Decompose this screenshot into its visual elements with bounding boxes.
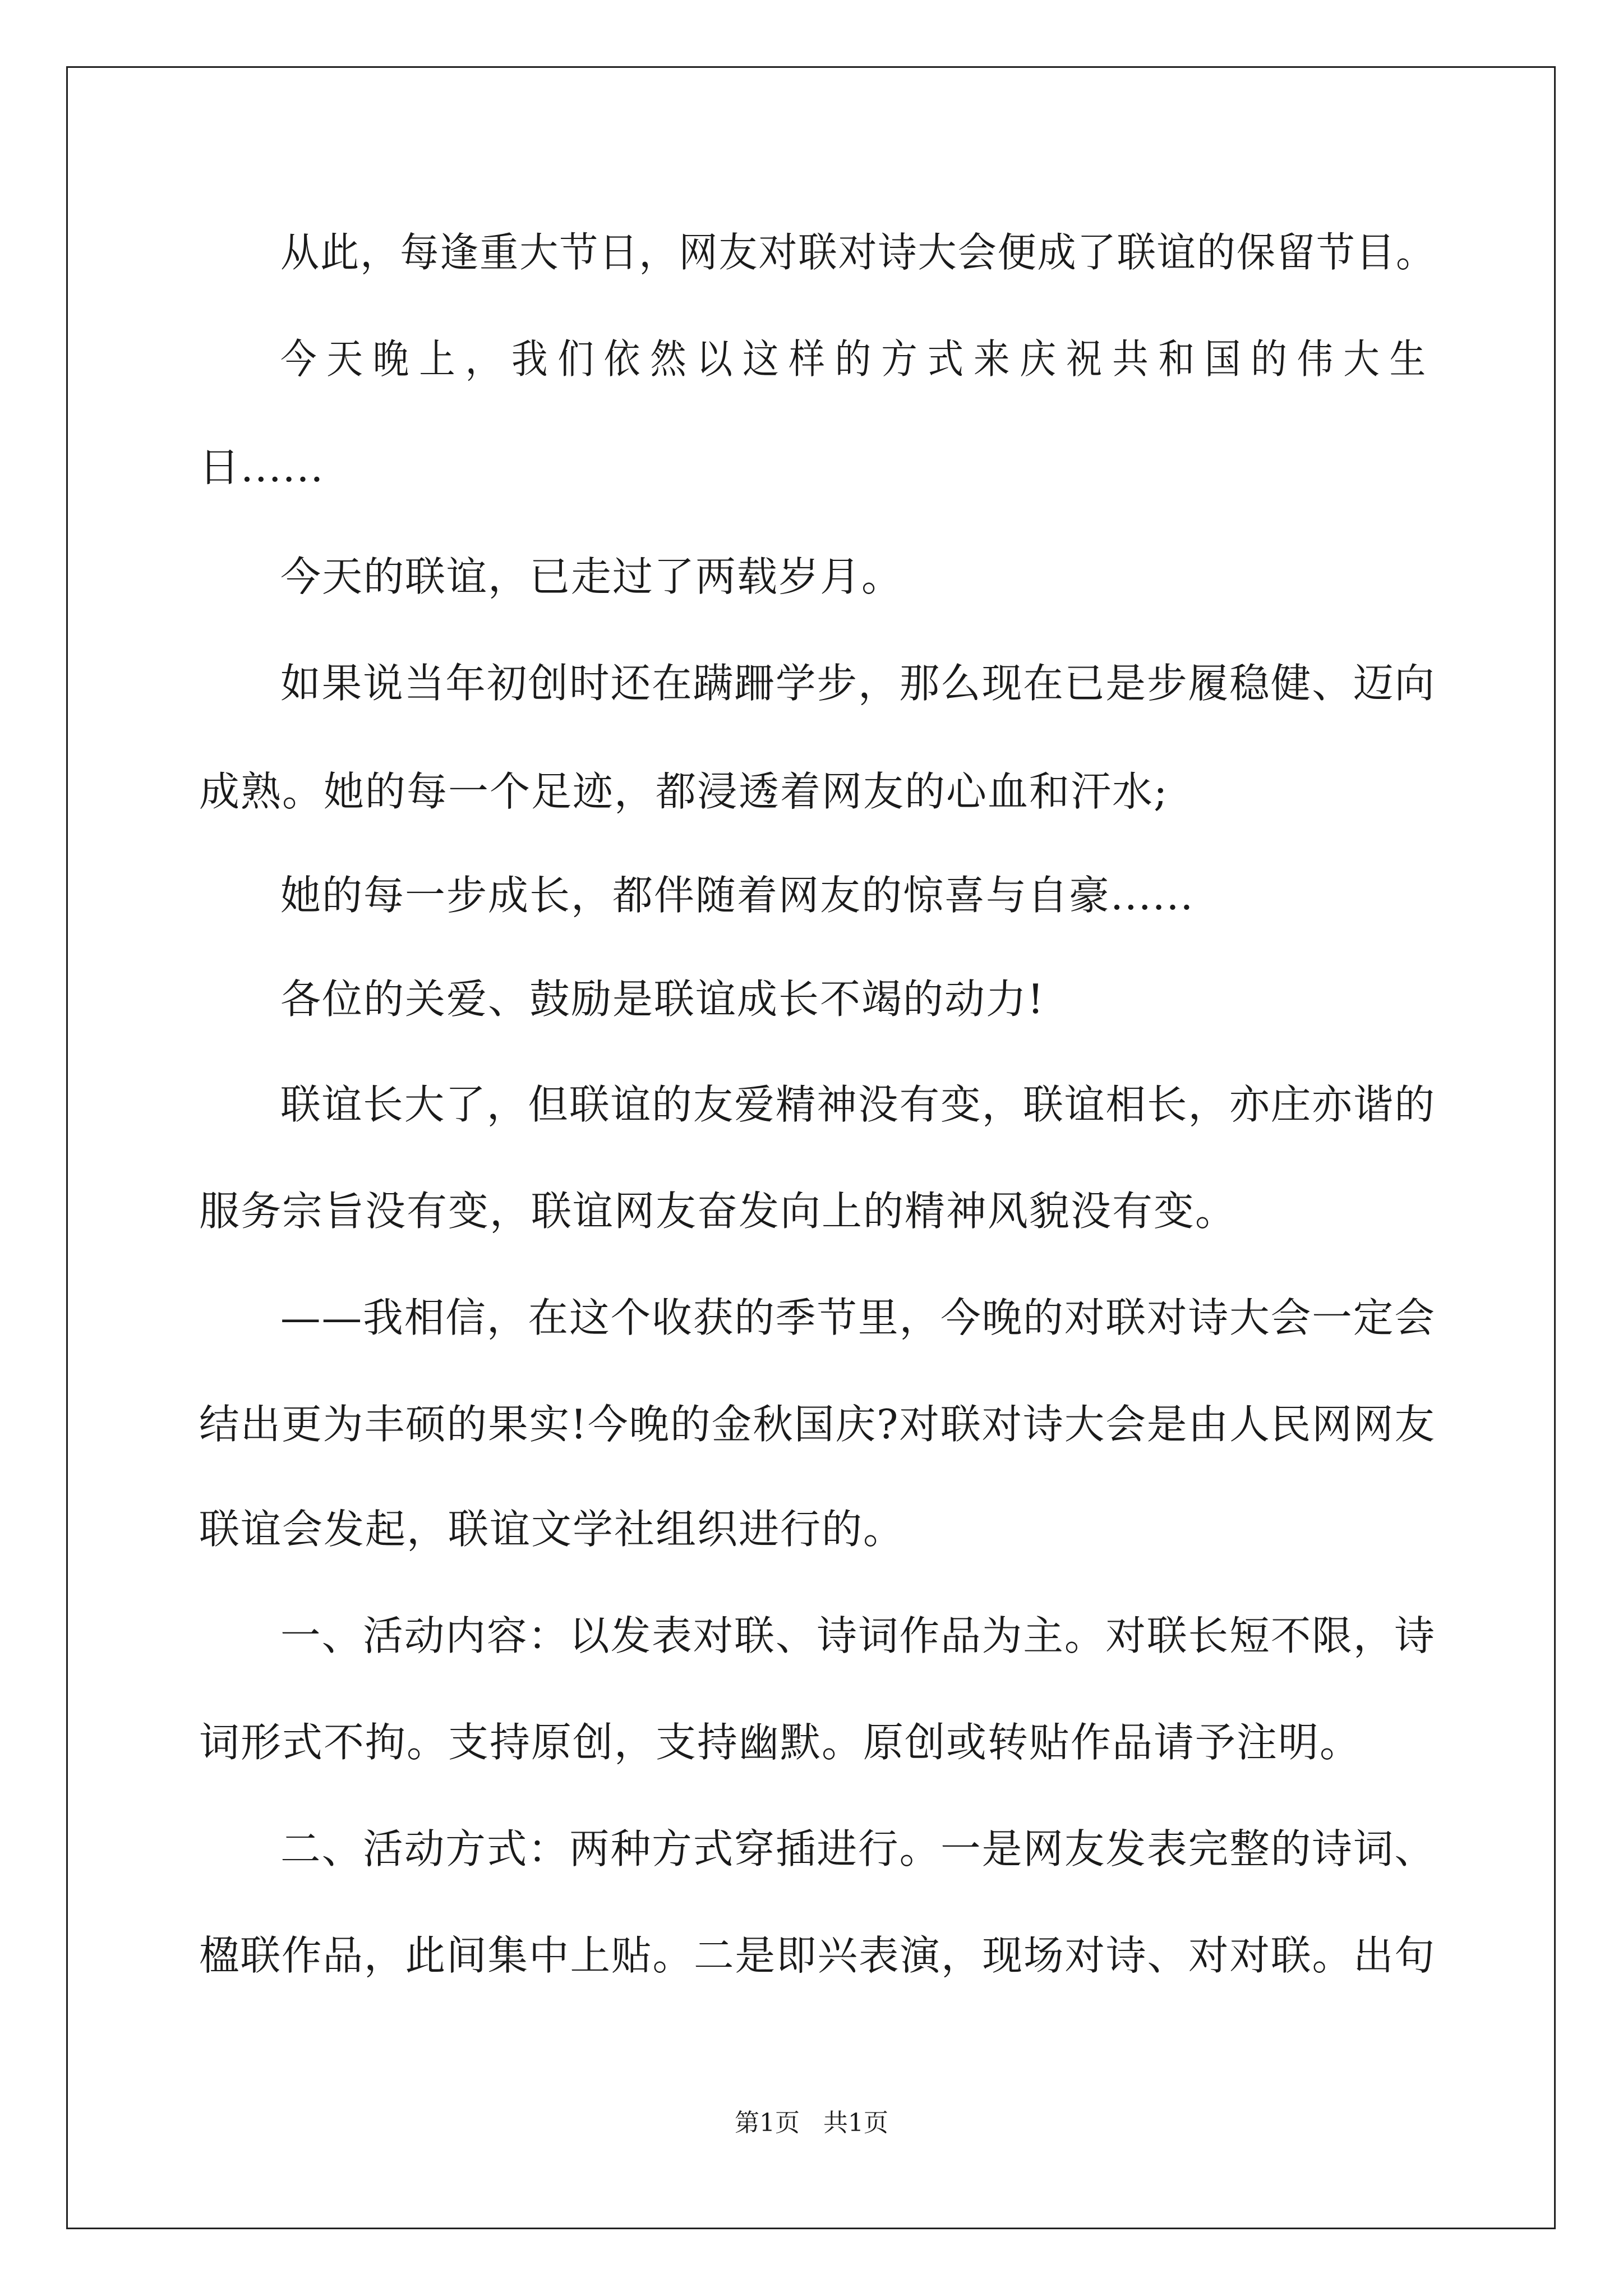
text-line-12: 结出更为丰硕的果实!今晚的金秋国庆?对联对诗大会是由人民网网友	[199, 1401, 1436, 1448]
text-line-1: 从此，每逢重大节日，网友对联对诗大会便成了联谊的保留节目。	[280, 229, 1436, 276]
text-line-4: 今天的联谊，已走过了两载岁月。	[280, 553, 903, 600]
text-line-3: 日......	[199, 444, 325, 491]
text-line-5: 如果说当年初创时还在蹒跚学步，那么现在已是步履稳健、迈向	[280, 660, 1436, 707]
text-line-15: 词形式不拘。支持原创，支持幽默。原创或转贴作品请予注明。	[199, 1719, 1362, 1766]
text-line-6: 成熟。她的每一个足迹，都浸透着网友的心血和汗水;	[199, 768, 1169, 815]
page-number-footer: 第1页 共1页	[735, 2109, 888, 2137]
text-line-2: 今天晚上，我们依然以这样的方式来庆祝共和国的伟大生	[280, 335, 1436, 383]
page-border	[66, 66, 1556, 2229]
text-line-14: 一、活动内容：以发表对联、诗词作品为主。对联长短不限，诗	[280, 1612, 1436, 1659]
text-line-13: 联谊会发起，联谊文学社组织进行的。	[199, 1506, 905, 1553]
text-line-7: 她的每一步成长，都伴随着网友的惊喜与自豪......	[280, 872, 1195, 919]
text-line-9: 联谊长大了，但联谊的友爱精神没有变，联谊相长，亦庄亦谐的	[280, 1081, 1436, 1128]
text-line-16: 二、活动方式：两种方式穿插进行。一是网友发表完整的诗词、	[280, 1825, 1436, 1872]
text-line-11: ——我相信，在这个收获的季节里，今晚的对联对诗大会一定会	[280, 1294, 1436, 1341]
text-line-8: 各位的关爱、鼓励是联谊成长不竭的动力!	[280, 976, 1045, 1023]
text-line-17: 楹联作品，此间集中上贴。二是即兴表演，现场对诗、对对联。出句	[199, 1932, 1436, 1979]
text-line-10: 服务宗旨没有变，联谊网友奋发向上的精神风貌没有变。	[199, 1188, 1237, 1235]
